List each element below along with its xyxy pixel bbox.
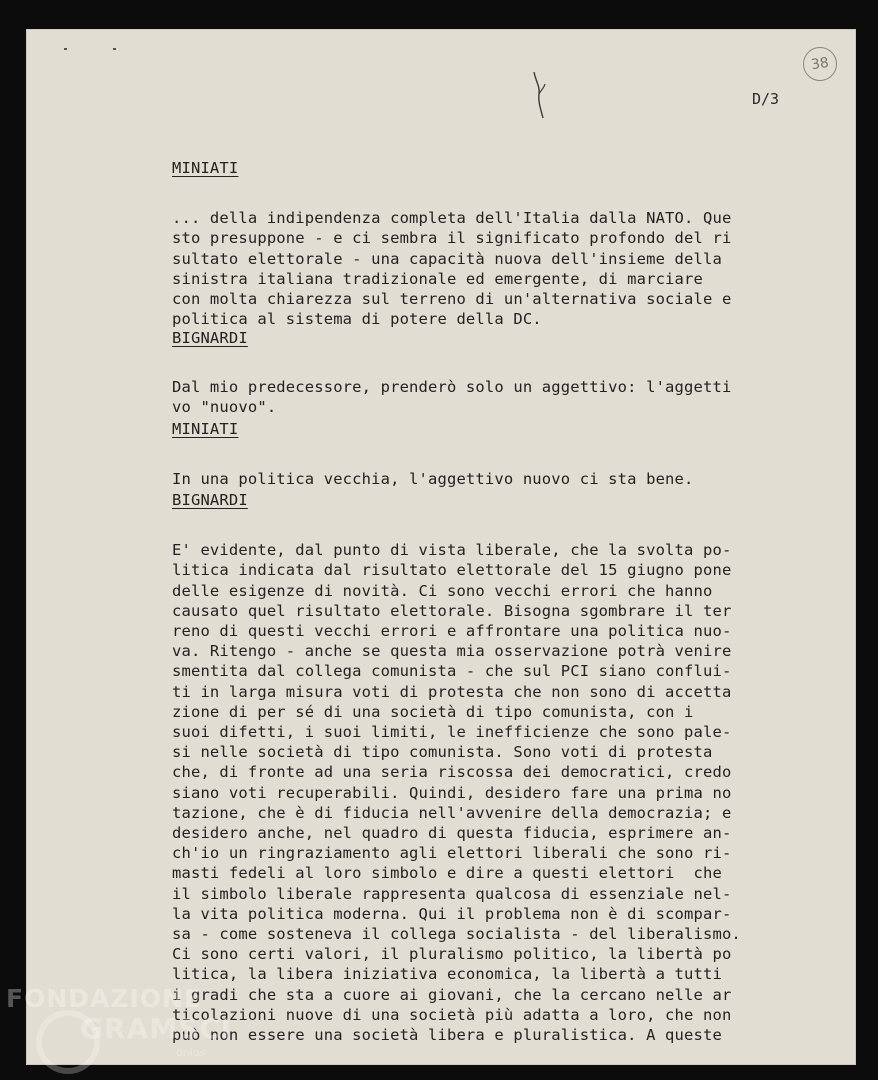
text-line: sto presuppone - e ci sembra il significato profondo del ri xyxy=(172,229,732,248)
text-line: litica, la libera iniziativa economica, la libertà a tutti xyxy=(172,965,722,984)
text-line: litica indicata dal risultato elettorale del 15 giugno pone xyxy=(172,561,732,580)
text-line: i gradi che sta a cuore ai giovani, che la cercano nelle ar xyxy=(172,985,732,1004)
speech-block xyxy=(172,188,812,350)
archive-number-stamp: 38 xyxy=(801,45,839,83)
handwritten-mark-icon xyxy=(525,68,549,124)
text-line: tazione, che è di fiducia nell'avvenire della democrazia; e xyxy=(172,803,732,822)
text-line: smentita dal collega comunista - che sul PCI siano conflui- xyxy=(172,662,732,681)
text-line: sultato elettorale - una capacità nuova dell'insieme della xyxy=(172,249,722,268)
speech-block xyxy=(172,520,812,1065)
text-line: In una politica vecchia, l'aggettivo nuovo ci sta bene. xyxy=(172,470,694,489)
text-line: con molta chiarezza sul terreno di un'alternativa sociale e xyxy=(172,290,732,309)
text-line: Ci sono certi valori, il pluralismo politico, la libertà po xyxy=(172,945,732,964)
scan-speck xyxy=(113,48,116,50)
watermark-subtext: onlus xyxy=(176,1046,206,1059)
text-line: ticolazioni nuove di una società più adatta a loro, che non xyxy=(172,1005,732,1024)
speaker-label: BIGNARDI xyxy=(172,329,248,347)
text-line: delle esigenze di novità. Ci sono vecchi errori che hanno xyxy=(172,581,713,600)
text-line: reno di questi vecchi errori e affrontare una politica nuo- xyxy=(172,622,732,641)
text-line: il simbolo liberale rappresenta qualcosa di essenziale nel- xyxy=(172,884,732,903)
text-line: sa - come sosteneva il collega socialista - del liberalismo. xyxy=(172,925,741,944)
text-line: ... della indipendenza completa dell'Italia dalla NATO. Que xyxy=(172,209,732,228)
text-line: va. Ritengo - anche se questa mia osservazione potrà venire xyxy=(172,642,732,661)
text-line: politica al sistema di potere della DC. xyxy=(172,310,542,329)
text-line: ch'io un ringraziamento agli elettori liberali che sono ri- xyxy=(172,844,732,863)
text-line: si nelle società di tipo comunista. Sono voti di protesta xyxy=(172,743,713,762)
text-line: vo "nuovo". xyxy=(172,398,277,417)
text-line: che, di fronte ad una seria riscossa dei democratici, credo xyxy=(172,763,732,782)
text-line: sinistra italiana tradizionale ed emergente, di marciare xyxy=(172,269,703,288)
page-code: D/3 xyxy=(752,90,780,108)
watermark-text: FONDAZIONE xyxy=(6,984,203,1013)
text-line: E' evidente, dal punto di vista liberale, che la svolta po- xyxy=(172,541,732,560)
text-line: la vita politica moderna. Qui il problema non è di scompar- xyxy=(172,904,732,923)
speaker-label: BIGNARDI xyxy=(172,491,248,509)
text-line: siano voti recuperabili. Quindi, desidero fare una prima no xyxy=(172,783,732,802)
text-line: Dal mio predecessore, prenderò solo un aggettivo: l'aggetti xyxy=(172,378,732,397)
text-line: ti in larga misura voti di protesta che non sono di accetta xyxy=(172,682,732,701)
text-line: masti fedeli al loro simbolo e dire a questi elettori che xyxy=(172,864,722,883)
watermark-text: GRAMSCI xyxy=(80,1012,233,1045)
text-line: causato quel risultato elettorale. Bisogna sgombrare il ter xyxy=(172,601,732,620)
speaker-label: MINIATI xyxy=(172,420,239,438)
text-line: zione di per sé di una società di tipo comunista, con i xyxy=(172,702,694,721)
text-line: può non essere una società libera e pluralistica. A queste xyxy=(172,1026,722,1045)
scan-speck xyxy=(64,48,67,50)
text-line: desidero anche, nel quadro di questa fiducia, esprimere an- xyxy=(172,824,732,843)
speaker-label: MINIATI xyxy=(172,159,239,177)
text-line: suoi difetti, i suoi limiti, le inefficienze che sono pale- xyxy=(172,723,732,742)
